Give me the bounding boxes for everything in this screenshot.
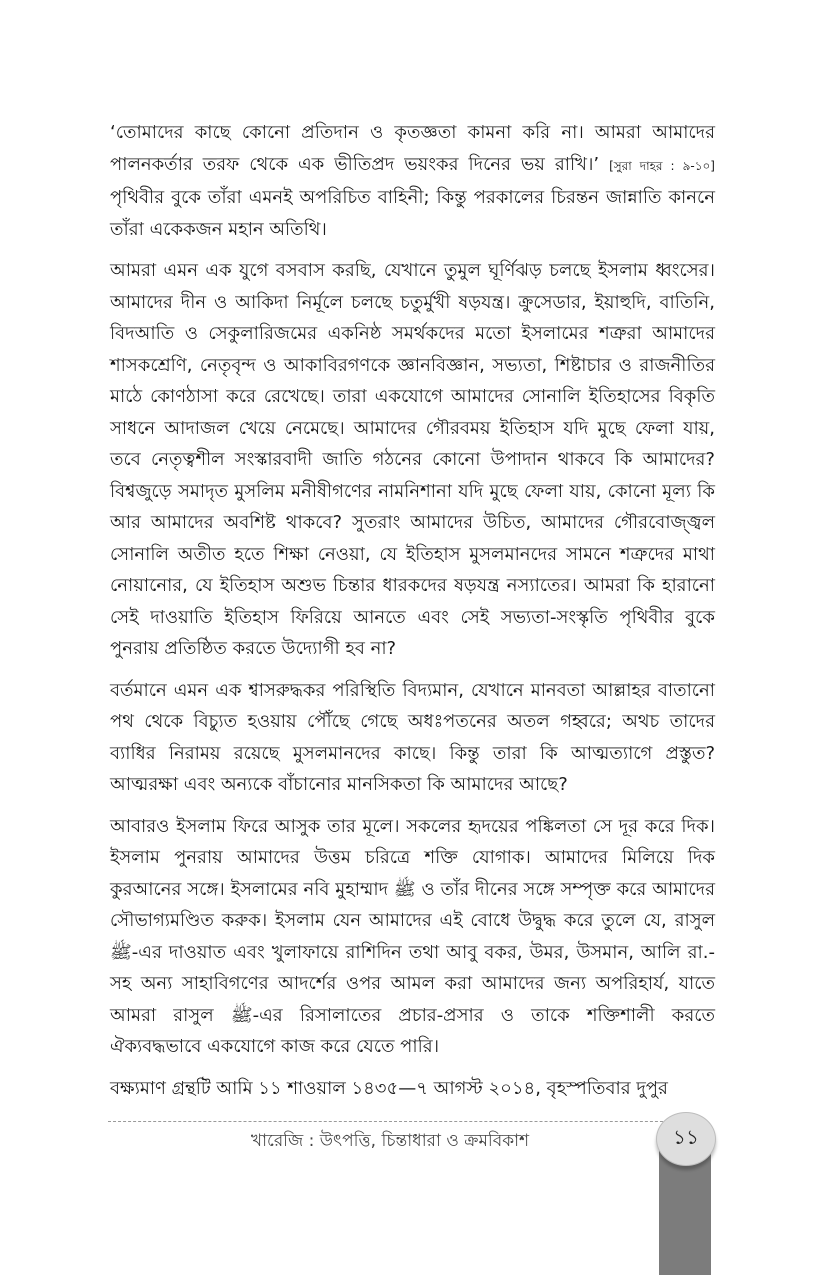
quote-text: ‘তোমাদের কাছে কোনো প্রতিদান ও কৃতজ্ঞতা কামনা করি না। আমরা আমাদের পালনকর্তার তরফ থেকে এক ভীতিপ্রদ ভয়ংকর দিনের ভয় রাখি।’ [110, 122, 715, 175]
page-body [110, 117, 715, 1114]
paragraph-era: আমরা এমন এক যুগে বসবাস করছি, যেখানে তুমুল ঘূর্ণিঝড় চলছে ইসলাম ধ্বংসের। আমাদের দীন ও আকিদা নির্মূলে চলছে চতুর্মুখী ষড়যন্ত্র। ক্রুসেডার, ইয়াহুদি, বাতিনি, বিদআতি ও সেকুলারিজমের একনিষ্ঠ সমর্থকদের মতো ইসলামের শত্রুরা আমাদের শাসকশ্রেণি, নেতৃবৃন্দ ও আকাবিরগণকে জ্ঞানবিজ্ঞান, সভ্যতা, শিষ্টাচার ও রাজনীতির মাঠে কোণঠাসা করে রেখেছে। তারা একযোগে আমাদের সোনালি ইতিহাসের বিকৃতি সাধনে আদাজল খেয়ে নেমেছে। আমাদের গৌরবময় ইতিহাস যদি মুছে ফেলা যায়, তবে নেতৃত্বশীল সংস্কারবাদী জাতি গঠনের কোনো উপাদান থাকবে কি আমাদের? বিশ্বজুড়ে সমাদৃত মুসলিম মনীষীগণের নামনিশানা যদি মুছে ফেলা যায়, কোনো মূল্য কি আর আমাদের অবশিষ্ট থাকবে? সুতরাং আমাদের উচিত, আমাদের গৌরবোজ্জ্বল সোনালি অতীত হতে শিক্ষা নেওয়া, যে ইতিহাস মুসলমানদের সামনে শত্রুদের মাথা নোয়ানোর, যে ইতিহাস অশুভ চিন্তার ধারকদের ষড়যন্ত্র নস্যাতের। আমরা কি হারানো সেই দাওয়াতি ইতিহাস ফিরিয়ে আনতে এবং সেই সভ্যতা-সংস্কৃতি পৃথিবীর বুকে পুনরায় প্রতিষ্ঠিত করতে উদ্যোগী হব না? [110, 260, 715, 659]
paragraph-book-date: বক্ষ্যমাণ গ্রন্থটি আমি ১১ শাওয়াল ১৪৩৫—৭ আগস্ট ২০১৪, বৃহস্পতিবার দুপুর [110, 1077, 668, 1099]
running-footer-title: খারেজি : উৎপত্তি, চিন্তাধারা ও ক্রমবিকাশ [250, 1131, 530, 1151]
quote-paragraph [110, 117, 715, 245]
paragraph-revival: আবারও ইসলাম ফিরে আসুক তার মূলে। সকলের হৃদয়ের পঙ্কিলতা সে দূর করে দিক। ইসলাম পুনরায় আমাদের উত্তম চরিত্রে শক্তি যোগাক। আমাদের মিলিয়ে দিক কুরআনের সঙ্গে। ইসলামের নবি মুহাম্মাদ ﷺ ও তাঁর দীনের সঙ্গে সম্পৃক্ত করে আমাদের সৌভাগ্যমণ্ডিত করুক। ইসলাম যেন আমাদের এই বোধে উদ্বুদ্ধ করে তুলে যে, রাসুল ﷺ-এর দাওয়াত এবং খুলাফায়ে রাশিদিন তথা আবু বকর, উমর, উসমান, আলি রা.-সহ অন্য সাহাবিগণের আদর্শের ওপর আমল করা আমাদের জন্য অপরিহার্য, যাতে আমরা রাসুল ﷺ-এর রিসালাতের প্রচার-প্রসার ও তাকে শক্তিশালী করতে ঐক্যবদ্ধভাবে একযোগে কাজ করে যেতে পারি। [110, 815, 715, 1057]
paragraph-present: বর্তমানে এমন এক শ্বাসরুদ্ধকর পরিস্থিতি বিদ্যমান, যেখানে মানবতা আল্লাহর বাতানো পথ থেকে বিচ্যুত হওয়ায় পৌঁছে গেছে অধঃপতনের অতল গহ্বরে; অথচ তাদের ব্যাধির নিরাময় রয়েছে মুসলমানদের কাছে। কিন্তু তারা কি আত্মত্যাগে প্রস্তুত? আত্মরক্ষা এবং অন্যকে বাঁচানোর মানসিকতা কি আমাদের আছে? [110, 679, 715, 795]
page-number: ১১ [673, 1125, 699, 1149]
quote-continuation: পৃথিবীর বুকে তাঁরা এমনই অপরিচিত বাহিনী; কিন্তু পরকালের চিরন্তন জান্নাতি কাননে তাঁরা একেকজন মহান অতিথি। [110, 187, 715, 240]
quote-reference: [সুরা দাহর : ৯-১০] [609, 158, 715, 173]
footer-divider [108, 1121, 678, 1122]
